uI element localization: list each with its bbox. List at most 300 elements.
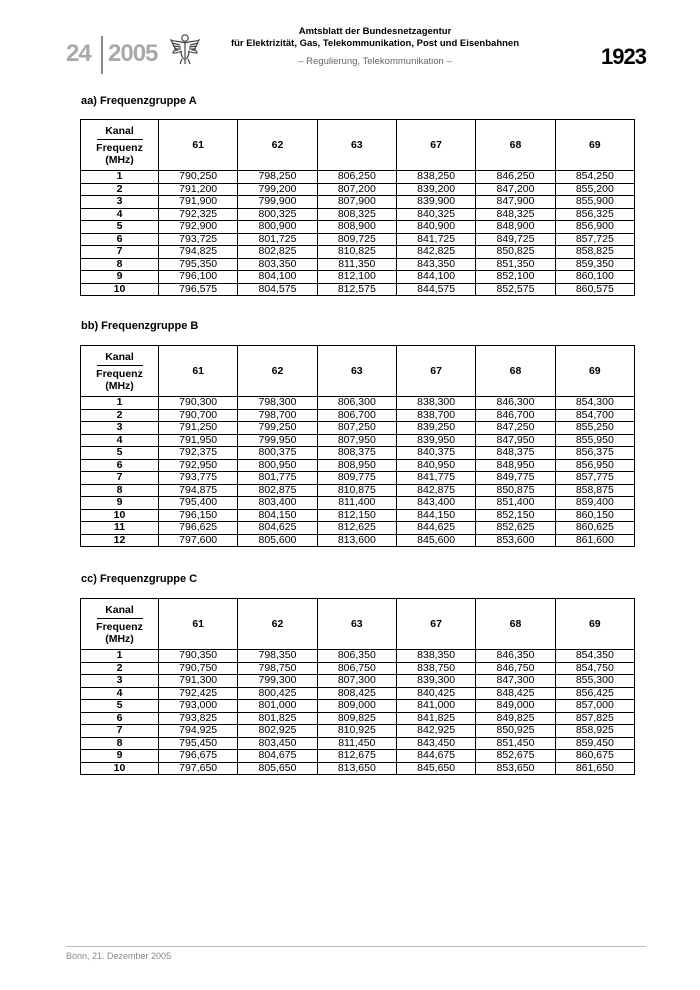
issue-number: 24 <box>66 40 91 67</box>
frequency-cell: 846,300 <box>476 397 555 410</box>
frequency-cell: 850,875 <box>476 484 555 497</box>
frequency-cell: 792,900 <box>159 221 238 234</box>
row-number: 1 <box>81 650 159 663</box>
frequency-cell: 800,950 <box>238 459 317 472</box>
frequency-cell: 848,425 <box>476 687 555 700</box>
channel-header: 67 <box>396 346 475 397</box>
gazette-section: – Regulierung, Telekommunikation – <box>298 56 452 67</box>
row-number: 1 <box>81 397 159 410</box>
frequency-cell: 855,900 <box>555 196 634 209</box>
frequency-cell: 858,875 <box>555 484 634 497</box>
frequency-cell: 806,250 <box>317 171 396 184</box>
row-number: 5 <box>81 221 159 234</box>
gazette-title: Amtsblatt der Bundesnetzagentur <box>298 26 452 37</box>
frequency-cell: 809,825 <box>317 712 396 725</box>
frequency-cell: 797,650 <box>159 762 238 775</box>
frequency-cell: 849,725 <box>476 233 555 246</box>
frequency-cell: 795,450 <box>159 737 238 750</box>
kanal-frequenz-header <box>81 346 159 397</box>
frequency-cell: 852,100 <box>476 271 555 284</box>
frequency-cell: 849,000 <box>476 700 555 713</box>
frequency-cell: 794,875 <box>159 484 238 497</box>
frequency-cell: 841,775 <box>396 472 475 485</box>
frequency-cell: 807,250 <box>317 422 396 435</box>
table-row <box>81 650 635 663</box>
row-number: 1 <box>81 171 159 184</box>
frequency-cell: 848,950 <box>476 459 555 472</box>
channel-header: 68 <box>476 346 555 397</box>
frequency-cell: 844,675 <box>396 750 475 763</box>
frequency-cell: 856,425 <box>555 687 634 700</box>
frequency-cell: 790,250 <box>159 171 238 184</box>
table-row <box>81 762 635 775</box>
frequency-cell: 799,950 <box>238 434 317 447</box>
channel-header: 63 <box>317 346 396 397</box>
frequency-cell: 857,000 <box>555 700 634 713</box>
row-number: 2 <box>81 183 159 196</box>
frequency-cell: 839,200 <box>396 183 475 196</box>
table-row <box>81 246 635 259</box>
header-divider <box>101 36 103 74</box>
header-diagonal-rule <box>97 139 143 140</box>
frequency-cell: 812,100 <box>317 271 396 284</box>
frequency-cell: 801,725 <box>238 233 317 246</box>
frequency-cell: 861,600 <box>555 534 634 547</box>
frequency-cell: 859,450 <box>555 737 634 750</box>
row-number: 10 <box>81 762 159 775</box>
frequency-cell: 793,775 <box>159 472 238 485</box>
row-number: 3 <box>81 675 159 688</box>
kanal-label: Kanal <box>105 603 134 616</box>
frequency-cell: 804,575 <box>238 283 317 296</box>
kanal-frequenz-header <box>81 599 159 650</box>
channel-header: 62 <box>238 346 317 397</box>
frequency-cell: 804,625 <box>238 522 317 535</box>
frequency-cell: 854,700 <box>555 409 634 422</box>
frequency-cell: 838,300 <box>396 397 475 410</box>
frequency-cell: 796,675 <box>159 750 238 763</box>
frequency-cell: 790,300 <box>159 397 238 410</box>
frequency-cell: 852,625 <box>476 522 555 535</box>
frequency-cell: 807,300 <box>317 675 396 688</box>
table-row <box>81 208 635 221</box>
frequency-cell: 838,750 <box>396 662 475 675</box>
channel-header: 61 <box>159 599 238 650</box>
row-number: 5 <box>81 447 159 460</box>
frequency-cell: 801,000 <box>238 700 317 713</box>
frequency-cell: 852,150 <box>476 509 555 522</box>
frequency-cell: 839,300 <box>396 675 475 688</box>
row-number: 2 <box>81 409 159 422</box>
frequency-cell: 847,900 <box>476 196 555 209</box>
frequency-cell: 848,375 <box>476 447 555 460</box>
row-number: 10 <box>81 509 159 522</box>
group-title: bb) Frequenzgruppe B <box>81 320 199 332</box>
frequency-cell: 801,825 <box>238 712 317 725</box>
frequency-cell: 791,250 <box>159 422 238 435</box>
frequency-cell: 848,900 <box>476 221 555 234</box>
row-number: 5 <box>81 700 159 713</box>
channel-header: 61 <box>159 120 238 171</box>
frequency-cell: 809,725 <box>317 233 396 246</box>
frequency-cell: 800,425 <box>238 687 317 700</box>
row-number: 6 <box>81 233 159 246</box>
frequency-cell: 839,250 <box>396 422 475 435</box>
frequency-cell: 792,950 <box>159 459 238 472</box>
frequency-cell: 791,200 <box>159 183 238 196</box>
frequency-cell: 843,450 <box>396 737 475 750</box>
frequency-cell: 847,950 <box>476 434 555 447</box>
row-number: 9 <box>81 271 159 284</box>
header-diagonal-rule <box>97 618 143 619</box>
frequency-cell: 799,900 <box>238 196 317 209</box>
frequency-cell: 855,300 <box>555 675 634 688</box>
frequency-cell: 857,725 <box>555 233 634 246</box>
kanal-frequenz-header <box>81 120 159 171</box>
frequency-cell: 848,325 <box>476 208 555 221</box>
channel-header: 61 <box>159 346 238 397</box>
frequency-cell: 838,700 <box>396 409 475 422</box>
frequency-cell: 804,150 <box>238 509 317 522</box>
frequency-cell: 860,575 <box>555 283 634 296</box>
frequency-cell: 801,775 <box>238 472 317 485</box>
frequency-cell: 840,325 <box>396 208 475 221</box>
frequency-cell: 808,325 <box>317 208 396 221</box>
frequency-cell: 798,250 <box>238 171 317 184</box>
gazette-subtitle: für Elektrizität, Gas, Telekommunikation, Post und Eisenbahnen <box>230 38 520 49</box>
table-row <box>81 258 635 271</box>
row-number: 3 <box>81 196 159 209</box>
frequency-cell: 806,300 <box>317 397 396 410</box>
kanal-label: Kanal <box>105 124 134 137</box>
frequency-cell: 850,825 <box>476 246 555 259</box>
frequency-cell: 796,575 <box>159 283 238 296</box>
table-header-row <box>81 120 635 171</box>
frequency-cell: 792,325 <box>159 208 238 221</box>
frequency-cell: 808,900 <box>317 221 396 234</box>
frequency-cell: 852,575 <box>476 283 555 296</box>
row-number: 12 <box>81 534 159 547</box>
frequency-cell: 803,350 <box>238 258 317 271</box>
frequency-cell: 842,825 <box>396 246 475 259</box>
row-number: 8 <box>81 484 159 497</box>
frequency-cell: 808,950 <box>317 459 396 472</box>
frequency-cell: 846,350 <box>476 650 555 663</box>
row-number: 4 <box>81 434 159 447</box>
frequency-cell: 791,300 <box>159 675 238 688</box>
frequency-cell: 800,375 <box>238 447 317 460</box>
frequency-cell: 838,250 <box>396 171 475 184</box>
frequency-cell: 838,350 <box>396 650 475 663</box>
frequency-cell: 806,350 <box>317 650 396 663</box>
frequency-cell: 812,675 <box>317 750 396 763</box>
table-row <box>81 422 635 435</box>
frequency-cell: 843,350 <box>396 258 475 271</box>
frequency-cell: 803,400 <box>238 497 317 510</box>
frequency-cell: 844,575 <box>396 283 475 296</box>
row-number: 6 <box>81 459 159 472</box>
table-header-row <box>81 599 635 650</box>
row-number: 11 <box>81 522 159 535</box>
frequency-cell: 799,300 <box>238 675 317 688</box>
frequency-cell: 854,750 <box>555 662 634 675</box>
table-row <box>81 497 635 510</box>
frequency-cell: 811,350 <box>317 258 396 271</box>
frequency-cell: 844,625 <box>396 522 475 535</box>
group-title: aa) Frequenzgruppe A <box>81 95 197 107</box>
frequency-cell: 812,150 <box>317 509 396 522</box>
frequency-cell: 859,400 <box>555 497 634 510</box>
frequency-cell: 793,000 <box>159 700 238 713</box>
table-row <box>81 397 635 410</box>
table-row <box>81 750 635 763</box>
frequency-cell: 807,900 <box>317 196 396 209</box>
channel-header: 67 <box>396 599 475 650</box>
frequency-cell: 790,700 <box>159 409 238 422</box>
frequency-cell: 791,900 <box>159 196 238 209</box>
frequency-cell: 839,950 <box>396 434 475 447</box>
frequency-cell: 797,600 <box>159 534 238 547</box>
channel-header: 69 <box>555 346 634 397</box>
row-number: 9 <box>81 750 159 763</box>
frequency-cell: 857,775 <box>555 472 634 485</box>
frequency-cell: 790,350 <box>159 650 238 663</box>
frequency-cell: 846,250 <box>476 171 555 184</box>
table-row <box>81 687 635 700</box>
frequency-cell: 846,750 <box>476 662 555 675</box>
table-row <box>81 534 635 547</box>
row-number: 7 <box>81 725 159 738</box>
frequency-cell: 803,450 <box>238 737 317 750</box>
frequency-cell: 794,825 <box>159 246 238 259</box>
frequency-cell: 851,400 <box>476 497 555 510</box>
frequency-cell: 813,650 <box>317 762 396 775</box>
frequency-cell: 799,250 <box>238 422 317 435</box>
table-row <box>81 434 635 447</box>
frequenz-label: Frequenz <box>96 367 143 380</box>
frequency-cell: 840,375 <box>396 447 475 460</box>
frequency-cell: 840,900 <box>396 221 475 234</box>
frequency-cell: 791,950 <box>159 434 238 447</box>
frequency-cell: 807,950 <box>317 434 396 447</box>
frequency-cell: 792,375 <box>159 447 238 460</box>
frequency-cell: 812,575 <box>317 283 396 296</box>
mhz-unit-label: (MHz) <box>105 153 134 166</box>
frequency-cell: 859,350 <box>555 258 634 271</box>
frequency-cell: 802,825 <box>238 246 317 259</box>
frequency-cell: 850,925 <box>476 725 555 738</box>
channel-header: 69 <box>555 120 634 171</box>
frequency-cell: 804,675 <box>238 750 317 763</box>
frequency-cell: 806,700 <box>317 409 396 422</box>
table-row <box>81 447 635 460</box>
frequency-cell: 855,250 <box>555 422 634 435</box>
frequency-cell: 847,200 <box>476 183 555 196</box>
frequency-cell: 845,650 <box>396 762 475 775</box>
frequency-cell: 849,825 <box>476 712 555 725</box>
frequency-cell: 853,650 <box>476 762 555 775</box>
channel-header: 68 <box>476 120 555 171</box>
channel-header: 63 <box>317 599 396 650</box>
table-row <box>81 221 635 234</box>
table-row <box>81 409 635 422</box>
frequency-cell: 811,450 <box>317 737 396 750</box>
frequency-cell: 810,875 <box>317 484 396 497</box>
frequency-cell: 847,300 <box>476 675 555 688</box>
frequency-cell: 809,775 <box>317 472 396 485</box>
table-row <box>81 171 635 184</box>
footer-place-date: Bonn, 21. Dezember 2005 <box>66 951 172 961</box>
frequency-cell: 856,375 <box>555 447 634 460</box>
table-row <box>81 484 635 497</box>
row-number: 4 <box>81 208 159 221</box>
row-number: 8 <box>81 258 159 271</box>
frequency-cell: 856,900 <box>555 221 634 234</box>
frequency-cell: 798,300 <box>238 397 317 410</box>
row-number: 4 <box>81 687 159 700</box>
frequency-cell: 855,950 <box>555 434 634 447</box>
frequency-cell: 798,750 <box>238 662 317 675</box>
frequency-cell: 792,425 <box>159 687 238 700</box>
frequency-cell: 860,150 <box>555 509 634 522</box>
table-row <box>81 183 635 196</box>
frequency-cell: 805,650 <box>238 762 317 775</box>
table-row <box>81 712 635 725</box>
frequency-table <box>80 598 635 775</box>
table-row <box>81 662 635 675</box>
table-row <box>81 472 635 485</box>
frequency-cell: 853,600 <box>476 534 555 547</box>
channel-header: 67 <box>396 120 475 171</box>
footer-divider <box>66 946 646 947</box>
channel-header: 62 <box>238 599 317 650</box>
frequency-cell: 813,600 <box>317 534 396 547</box>
frequency-cell: 855,200 <box>555 183 634 196</box>
frequency-cell: 795,350 <box>159 258 238 271</box>
frequenz-label: Frequenz <box>96 141 143 154</box>
frequency-cell: 796,150 <box>159 509 238 522</box>
table-row <box>81 233 635 246</box>
frequency-cell: 852,675 <box>476 750 555 763</box>
frequency-cell: 804,100 <box>238 271 317 284</box>
frequency-cell: 846,700 <box>476 409 555 422</box>
frequency-cell: 840,950 <box>396 459 475 472</box>
channel-header: 69 <box>555 599 634 650</box>
frequency-cell: 808,425 <box>317 687 396 700</box>
frequency-cell: 856,950 <box>555 459 634 472</box>
channel-header: 63 <box>317 120 396 171</box>
frequency-cell: 793,825 <box>159 712 238 725</box>
frequency-cell: 795,400 <box>159 497 238 510</box>
frequency-cell: 811,400 <box>317 497 396 510</box>
frequency-cell: 796,625 <box>159 522 238 535</box>
group-title: cc) Frequenzgruppe C <box>81 573 198 585</box>
frequency-cell: 800,325 <box>238 208 317 221</box>
frequency-cell: 841,825 <box>396 712 475 725</box>
frequency-cell: 839,900 <box>396 196 475 209</box>
frequency-cell: 796,100 <box>159 271 238 284</box>
frequency-cell: 841,000 <box>396 700 475 713</box>
table-row <box>81 459 635 472</box>
frequency-cell: 860,675 <box>555 750 634 763</box>
header-diagonal-rule <box>97 365 143 366</box>
channel-header: 62 <box>238 120 317 171</box>
table-row <box>81 283 635 296</box>
channel-header: 68 <box>476 599 555 650</box>
frequency-cell: 798,700 <box>238 409 317 422</box>
mhz-unit-label: (MHz) <box>105 379 134 392</box>
frequency-cell: 800,900 <box>238 221 317 234</box>
frequency-cell: 794,925 <box>159 725 238 738</box>
frequency-table <box>80 119 635 296</box>
table-header-row <box>81 346 635 397</box>
frequency-cell: 844,100 <box>396 271 475 284</box>
frequency-cell: 857,825 <box>555 712 634 725</box>
frequency-cell: 799,200 <box>238 183 317 196</box>
table-row <box>81 700 635 713</box>
table-row <box>81 522 635 535</box>
frequenz-label: Frequenz <box>96 620 143 633</box>
gazette-title-block <box>210 26 540 68</box>
frequency-cell: 842,875 <box>396 484 475 497</box>
federal-eagle-icon <box>170 32 200 66</box>
frequency-cell: 851,450 <box>476 737 555 750</box>
frequency-cell: 849,775 <box>476 472 555 485</box>
frequency-cell: 854,350 <box>555 650 634 663</box>
frequency-cell: 860,100 <box>555 271 634 284</box>
frequency-cell: 858,925 <box>555 725 634 738</box>
issue-year: 2005 <box>108 40 158 67</box>
frequency-cell: 810,925 <box>317 725 396 738</box>
frequency-cell: 860,625 <box>555 522 634 535</box>
frequency-cell: 858,825 <box>555 246 634 259</box>
frequency-cell: 806,750 <box>317 662 396 675</box>
frequency-cell: 842,925 <box>396 725 475 738</box>
frequency-cell: 845,600 <box>396 534 475 547</box>
frequency-cell: 793,725 <box>159 233 238 246</box>
table-row <box>81 675 635 688</box>
frequency-cell: 808,375 <box>317 447 396 460</box>
frequency-cell: 802,875 <box>238 484 317 497</box>
row-number: 9 <box>81 497 159 510</box>
row-number: 7 <box>81 472 159 485</box>
kanal-label: Kanal <box>105 350 134 363</box>
frequency-cell: 856,325 <box>555 208 634 221</box>
table-row <box>81 737 635 750</box>
frequency-cell: 807,200 <box>317 183 396 196</box>
frequency-cell: 802,925 <box>238 725 317 738</box>
frequency-cell: 798,350 <box>238 650 317 663</box>
frequency-cell: 861,650 <box>555 762 634 775</box>
table-row <box>81 509 635 522</box>
table-row <box>81 271 635 284</box>
frequency-cell: 840,425 <box>396 687 475 700</box>
row-number: 6 <box>81 712 159 725</box>
frequency-cell: 809,000 <box>317 700 396 713</box>
row-number: 10 <box>81 283 159 296</box>
frequency-cell: 844,150 <box>396 509 475 522</box>
frequency-table <box>80 345 635 547</box>
table-row <box>81 725 635 738</box>
row-number: 7 <box>81 246 159 259</box>
frequency-cell: 851,350 <box>476 258 555 271</box>
frequency-cell: 847,250 <box>476 422 555 435</box>
row-number: 2 <box>81 662 159 675</box>
frequency-cell: 854,300 <box>555 397 634 410</box>
mhz-unit-label: (MHz) <box>105 632 134 645</box>
frequency-cell: 854,250 <box>555 171 634 184</box>
frequency-cell: 810,825 <box>317 246 396 259</box>
